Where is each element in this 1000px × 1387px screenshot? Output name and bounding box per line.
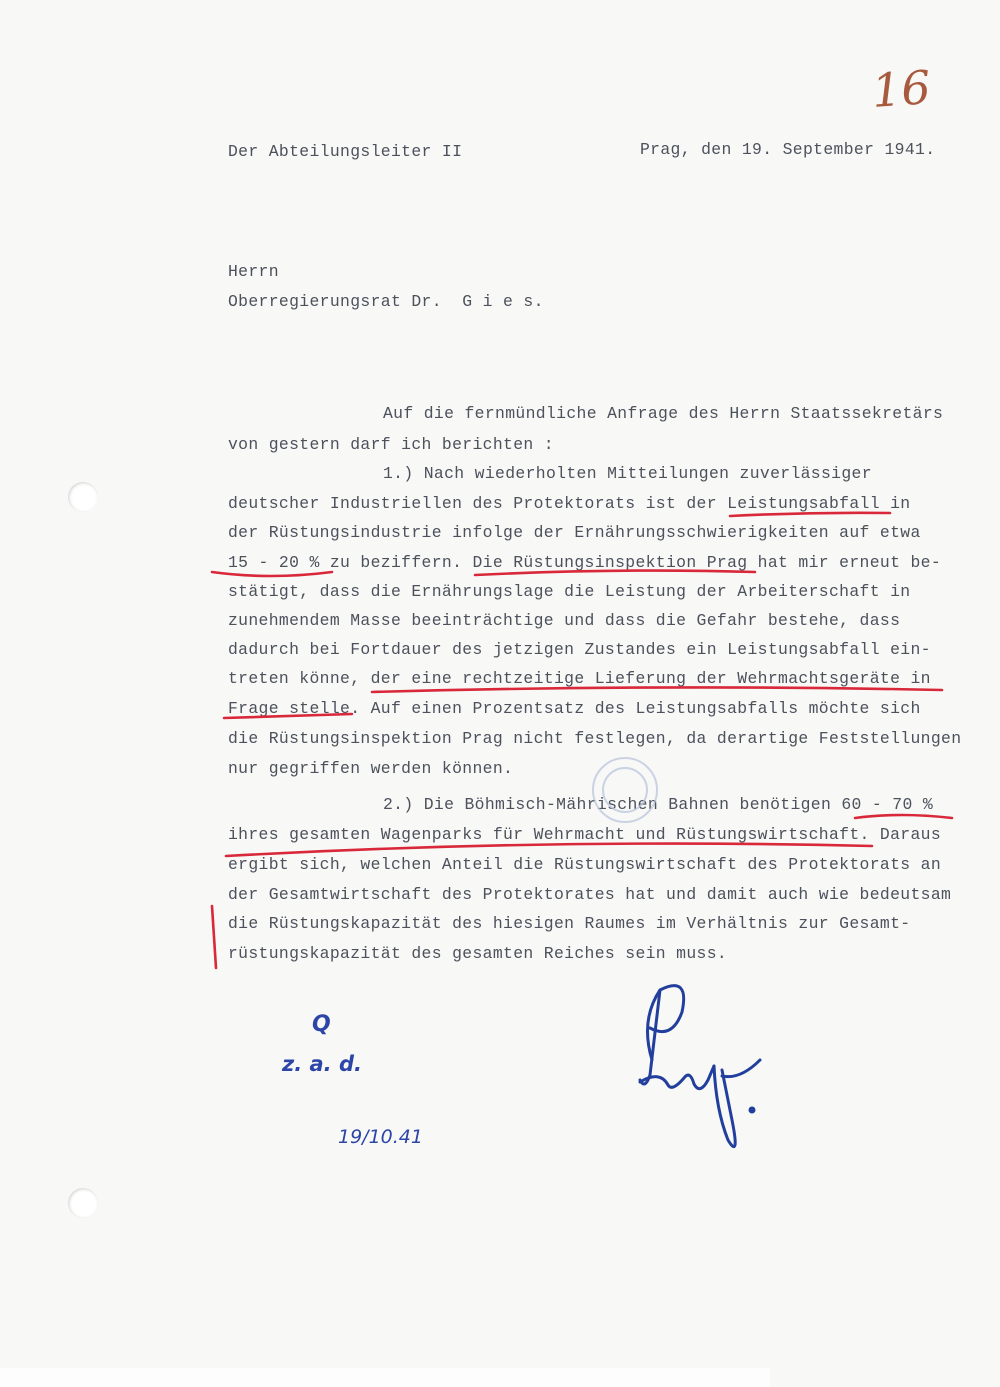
- place-date: Prag, den 19. September 1941.: [640, 140, 936, 159]
- point1-line: treten könne, der eine rechtzeitige Lieferung der Wehrmachtsgeräte in: [228, 669, 931, 688]
- handwritten-initials: Q: [312, 1012, 331, 1037]
- point1-line: die Rüstungsinspektion Prag nicht festlegen, da derartige Feststellungen: [228, 729, 962, 748]
- handwritten-note: z. a. d.: [282, 1052, 362, 1076]
- underline-percentage: [212, 572, 332, 576]
- intro-line: von gestern darf ich berichten :: [228, 435, 554, 454]
- handwritten-date: 19/10.41: [338, 1126, 423, 1148]
- underline-lieferung-1: [372, 687, 942, 692]
- red-underlines: [212, 513, 952, 968]
- faint-stamp: [593, 758, 657, 822]
- page-number: 16: [870, 60, 933, 118]
- point1-line: zunehmendem Masse beeinträchtige und dass die Gefahr bestehe, dass: [228, 611, 901, 630]
- addressee-salutation: Herrn: [228, 262, 279, 281]
- underline-wagenpark: [226, 844, 872, 856]
- point1-line: nur gegriffen werden können.: [228, 759, 514, 778]
- point2-line: ihres gesamten Wagenparks für Wehrmacht und Rüstungswirtschaft. Daraus: [228, 825, 942, 844]
- margin-line: [212, 906, 216, 968]
- point1-line: Frage stelle. Auf einen Prozentsatz des Leistungsabfalls möchte sich: [228, 699, 921, 718]
- point2-line: rüstungskapazität des gesamten Reiches sein muss.: [228, 944, 728, 963]
- point1-line: 1.) Nach wiederholten Mitteilungen zuverlässiger: [383, 464, 872, 483]
- addressee-name: Oberregierungsrat Dr. G i e s.: [228, 292, 544, 311]
- point1-line: 15 - 20 % zu beziffern. Die Rüstungsinspektion Prag hat mir erneut be-: [228, 553, 942, 572]
- point2-line: ergibt sich, welchen Anteil die Rüstungswirtschaft des Protektorats an: [228, 855, 942, 874]
- underline-lieferung-2: [224, 714, 352, 718]
- underline-inspektion: [475, 571, 755, 575]
- point2-line: die Rüstungskapazität des hiesigen Raumes im Verhältnis zur Gesamt-: [228, 914, 911, 933]
- point1-line: dadurch bei Fortdauer des jetzigen Zustandes ein Leistungsabfall ein-: [228, 640, 931, 659]
- signature-graphic: [640, 986, 760, 1147]
- point2-line: 2.) Die Böhmisch-Mährischen Bahnen benötigen 60 - 70 %: [383, 795, 934, 814]
- underline-leistungsabfall: [730, 513, 890, 516]
- point1-line: der Rüstungsindustrie infolge der Ernährungsschwierigkeiten auf etwa: [228, 523, 921, 542]
- underline-sixty-seventy: [855, 815, 952, 818]
- point1-line: stätigt, dass die Ernährungslage die Leistung der Arbeiterschaft in: [228, 582, 911, 601]
- point1-line: deutscher Industriellen des Protektorats ist der Leistungsabfall in: [228, 494, 911, 513]
- intro-line: Auf die fernmündliche Anfrage des Herrn Staatssekretärs: [383, 404, 944, 423]
- sender-line: Der Abteilungsleiter II: [228, 142, 463, 161]
- point2-line: der Gesamtwirtschaft des Protektorates hat und damit auch wie bedeutsam: [228, 885, 952, 904]
